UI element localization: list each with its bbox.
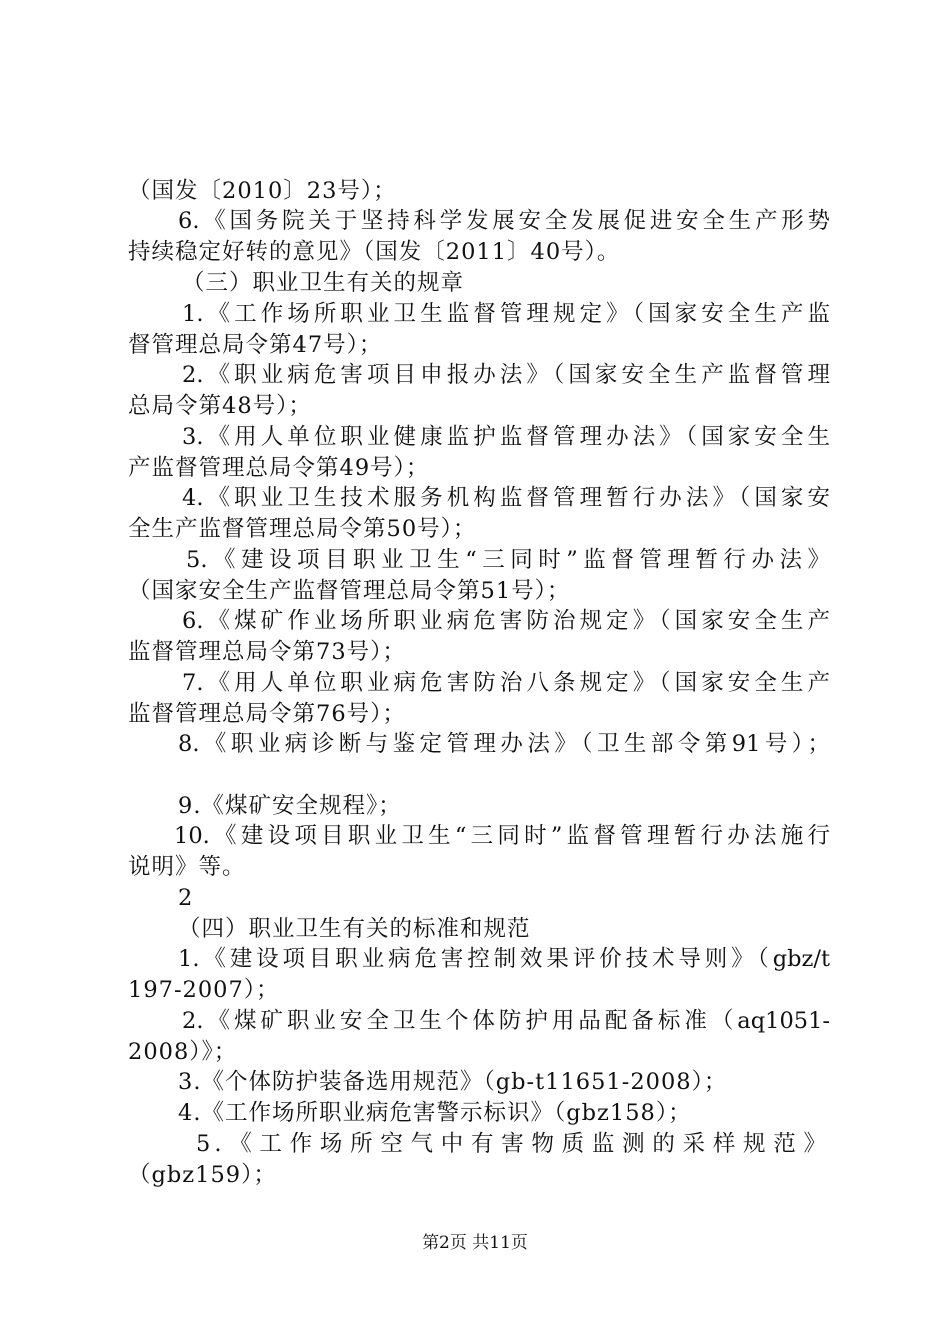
text-line: 4.《工作场所职业病危害警示标识》（gbz158）； [178, 1100, 692, 1126]
text-line: 5.《建设项目职业卫生“三同时”监督管理暂行办法》 [186, 547, 830, 573]
text-line: 5.《工作场所空气中有害物质监测的采样规范》 [196, 1131, 830, 1157]
text-line: 197-2007）； [128, 977, 280, 1003]
text-line: 监督管理总局令第73号）； [128, 639, 406, 665]
text-line: 3.《用人单位职业健康监护监督管理办法》（国家安全生 [182, 424, 830, 450]
text-line: 督管理总局令第47号）； [128, 332, 383, 358]
text-line: 4.《职业卫生技术服务机构监督管理暂行办法》（国家安 [182, 485, 830, 511]
text-line: （gbz159）； [128, 1162, 277, 1188]
text-line: 总局令第48号）； [128, 393, 312, 419]
text-line: 6.《国务院关于坚持科学发展安全发展促进安全生产形势 [178, 208, 830, 234]
text-line: 全生产监督管理总局令第50号）； [128, 516, 477, 542]
text-line: 3.《个体防护装备选用规范》（gb-t11651-2008）； [178, 1069, 728, 1095]
text-line: 7.《用人单位职业病危害防治八条规定》（国家安全生产 [182, 670, 830, 696]
text-line: （国发〔2010〕23号）； [128, 178, 397, 204]
text-line: 持续稳定好转的意见》（国发〔2011〕40号）。 [128, 239, 621, 265]
text-line: 9.《煤矿安全规程》； [178, 793, 402, 819]
text-line: 说明》等。 [128, 854, 246, 880]
section-heading: （四）职业卫生有关的标准和规范 [178, 916, 531, 942]
text-line: 1.《建设项目职业病危害控制效果评价技术导则》（gbz/t [178, 946, 830, 972]
section-heading: （三）职业卫生有关的规章 [182, 270, 465, 296]
text-line: 6.《煤矿作业场所职业病危害防治规定》（国家安全生产 [182, 608, 830, 634]
text-line: （国家安全生产监督管理总局令第51号）； [128, 578, 571, 604]
text-line: 10.《建设项目职业卫生“三同时”监督管理暂行办法施行 [174, 823, 830, 849]
page-number-inline: 2 [178, 885, 194, 911]
text-line: 2008）》； [128, 1039, 238, 1065]
text-line: 2.《职业病危害项目申报办法》（国家安全生产监督管理 [182, 362, 830, 388]
text-line: 2.《煤矿职业安全卫生个体防护用品配备标准（aq1051- [182, 1008, 830, 1034]
page-footer: 第2页 共11页 [422, 1233, 528, 1253]
text-line: 1.《工作场所职业卫生监督管理规定》（国家安全生产监 [182, 301, 830, 327]
text-line: 产监督管理总局令第49号）； [128, 455, 430, 481]
text-line: 监督管理总局令第76号）； [128, 701, 406, 727]
text-line: 8.《职业病诊断与鉴定管理办法》（卫生部令第91号）； [178, 731, 830, 757]
